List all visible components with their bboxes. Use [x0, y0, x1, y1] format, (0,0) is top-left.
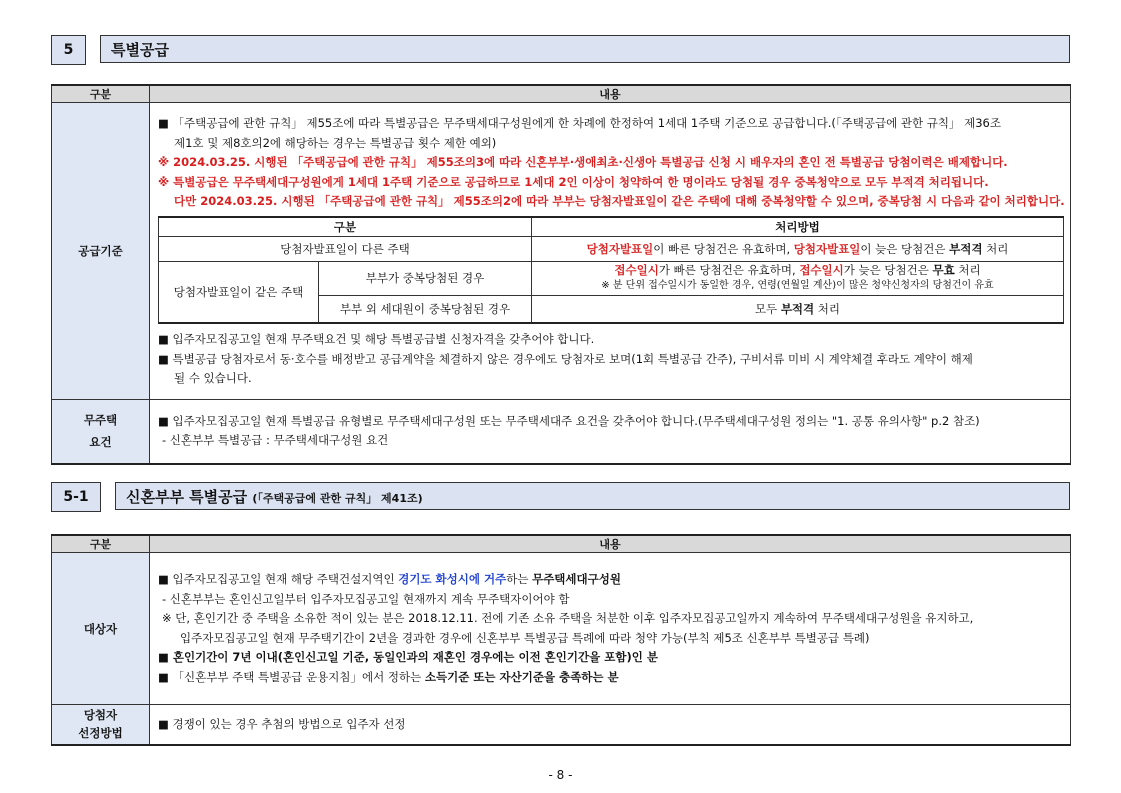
- inner-row-sublabel: 부부가 중복당첨된 경우: [319, 261, 532, 295]
- col-header-content: 내용: [150, 85, 1071, 103]
- section-title: [115, 482, 1070, 510]
- section-number: 5: [51, 35, 86, 65]
- page-number: - 8 -: [548, 768, 573, 782]
- title-text: 신혼부부 특별공급: [126, 488, 248, 506]
- text: ■ 「신혼부부 주택 특별공급 운용지침」에서 정하는: [158, 669, 425, 684]
- text-line: 입주자모집공고일 현재 무주택기간이 2년을 경과한 경우에 신혼부부 특별공급 특례에 따라 청약 가능(부칙 제5조 신혼부부 특별공급 특례): [180, 630, 870, 645]
- inner-row-label: 당첨자발표일이 다른 주택: [159, 236, 532, 261]
- inner-row-method: [532, 295, 1064, 323]
- col-header-category: 구분: [52, 535, 150, 553]
- title-subtext: (「주택공급에 관한 규칙」 제41조): [252, 492, 423, 505]
- inner-row-method: [532, 236, 1064, 261]
- text-line: [150, 668, 1070, 688]
- text-line: - 신혼부부는 혼인신고일부터 입주자모집공고일 현재까지 계속 무주택자이어야 함: [162, 591, 570, 606]
- text: 가 늦은 당첨건은: [843, 263, 933, 278]
- label-line: 요건: [89, 435, 112, 450]
- row-label-supply-criteria: 공급기준: [52, 103, 150, 400]
- text-line: ■ 경쟁이 있는 경우 추첨의 방법으로 입주자 선정: [158, 716, 406, 731]
- row-label-selection: [52, 705, 150, 745]
- bold: 무주택세대구성원: [532, 572, 621, 586]
- text-line: ■ 혼인기간이 7년 이내(혼인신고일 기준, 동일인과의 재혼인 경우에는 이전 혼인기간을 포함)인 분: [158, 650, 658, 664]
- row-label-homeless: [52, 400, 150, 464]
- text: 모두: [754, 302, 781, 316]
- text-line: - 신혼부부 특별공급 : 무주택세대구성원 요건: [162, 433, 389, 448]
- label-line: 당첨자: [83, 708, 118, 723]
- col-header-content: 내용: [150, 535, 1071, 553]
- text-line: [150, 570, 1070, 590]
- section-5-1-header: [51, 482, 1070, 512]
- text: 이 늦은 당첨건은: [860, 241, 950, 256]
- target-content: [150, 553, 1071, 705]
- inner-row-label: 당첨자발표일이 같은 주택: [159, 261, 319, 323]
- highlight-blue: 경기도 화성시에 거주: [398, 572, 507, 586]
- inner-header-method: 처리방법: [532, 217, 1064, 237]
- section-title: 특별공급: [100, 35, 1070, 63]
- text: 하는: [506, 572, 533, 586]
- highlight: 접수일시: [799, 263, 844, 278]
- inner-note: ※ 분 단위 접수일시가 동일한 경우, 연령(연월일 계산)이 많은 청약신청자의 당첨건이 유효: [601, 280, 994, 292]
- label-line: 무주택: [83, 413, 118, 428]
- notice-red: ※ 2024.03.25. 시행된 「주택공급에 관한 규칙」 제55조의3에 따라 신혼부부·생애최초·신생아 특별공급 신청 시 배우자의 혼인 전 특별공급 당첨이력은 배제합니다.: [158, 155, 1008, 170]
- special-supply-table: [51, 84, 1071, 465]
- highlight: 접수일시: [614, 263, 659, 278]
- supply-criteria-content: [150, 103, 1071, 400]
- newlywed-supply-table: [51, 534, 1071, 746]
- selection-content: [150, 705, 1071, 745]
- text-line: ■ 「주택공급에 관한 규칙」 제55조에 따라 특별공급은 무주택세대구성원에게 한 차례에 한정하여 1세대 1주택 기준으로 공급합니다.(「주택공급에 관한 규칙」 제36조: [158, 116, 1001, 131]
- text-line: ■ 특별공급 당첨자로서 동·호수를 배정받고 공급계약을 체결하지 않은 경우에도 당첨자로 보며(1회 특별공급 간주), 구비서류 미비 시 계약체결 후라도 계약이 해제: [158, 351, 973, 366]
- bold: 소득기준 또는 자산기준을 충족하는 분: [424, 669, 619, 684]
- highlight: 당첨자발표일: [793, 241, 861, 256]
- text-line: 제1호 및 제8호의2에 해당하는 경우는 특별공급 횟수 제한 예외): [174, 135, 497, 150]
- text: 이 빠른 당첨건은 유효하며,: [653, 241, 794, 256]
- notice-red: ※ 특별공급은 무주택세대구성원에게 1세대 1주택 기준으로 공급하므로 1세대 2인 이상이 청약하여 한 명이라도 당첨될 경우 중복청약으로 모두 부적격 처리됩니다.: [158, 174, 989, 189]
- inner-header-category: 구분: [159, 217, 532, 237]
- inner-row-sublabel: 부부 외 세대원이 중복당첨된 경우: [319, 295, 532, 323]
- text-line: 될 수 있습니다.: [174, 371, 252, 386]
- section-number: 5-1: [51, 482, 101, 512]
- text: 가 빠른 당첨건은 유효하며,: [658, 263, 800, 278]
- duplicate-win-table: [158, 216, 1064, 325]
- bold: 부적격: [780, 302, 815, 316]
- inner-row-method: [532, 261, 1064, 295]
- text-line: ※ 단, 혼인기간 중 주택을 소유한 적이 있는 분은 2018.12.11. 전에 기존 소유 주택을 처분한 이후 입주자모집공고일까지 계속하여 무주택세대구성원을 유지하고,: [162, 611, 974, 625]
- text: 처리: [954, 263, 981, 278]
- text-line: ■ 입주자모집공고일 현재 특별공급 유형별로 무주택세대구성원 또는 무주택세대주 요건을 갖추어야 합니다.(무주택세대구성원 정의는 "1. 공통 유의사항" p.2 참조): [158, 413, 980, 428]
- bold: 부적격: [949, 241, 983, 256]
- row-label-target: 대상자: [52, 553, 150, 705]
- col-header-category: 구분: [52, 85, 150, 103]
- text-line: ■ 입주자모집공고일 현재 무주택요건 및 해당 특별공급별 신청자격을 갖추어야 합니다.: [158, 332, 595, 347]
- highlight: 당첨자발표일: [586, 241, 654, 256]
- text: 처리: [982, 241, 1009, 256]
- text: ■ 입주자모집공고일 현재 해당 주택건설지역인: [158, 572, 399, 586]
- label-line: 선정방법: [78, 726, 123, 741]
- bold: 무효: [932, 263, 955, 278]
- homeless-content: [150, 400, 1071, 464]
- notice-red: 다만 2024.03.25. 시행된 「주택공급에 관한 규칙」 제55조의2에 따라 부부는 당첨자발표일이 같은 주택에 대해 중복청약할 수 있으며, 중복당첨 시 다음과 같이 처리합니다.: [174, 194, 1065, 209]
- text: 처리: [814, 302, 841, 316]
- section-5-header: [51, 35, 1070, 65]
